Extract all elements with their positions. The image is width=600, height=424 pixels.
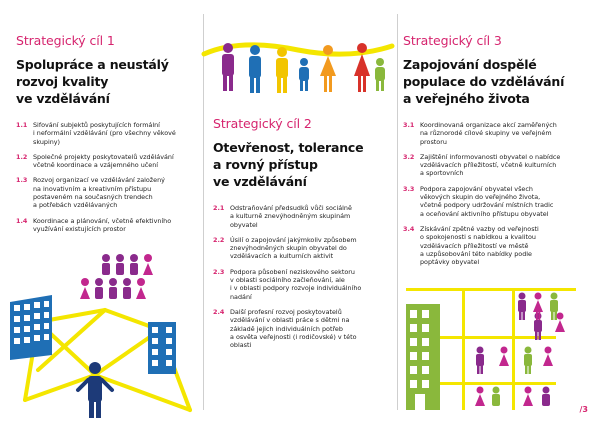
goal-item (213, 308, 393, 349)
item-number: 2.1 (213, 204, 225, 212)
goal-item (213, 236, 393, 261)
goal-1-title-line: Spolupráce a neustálý (16, 57, 169, 72)
item-number: 1.2 (16, 152, 28, 161)
goal-3-title-line: a veřejného života (403, 91, 530, 106)
goal-2-title (213, 139, 393, 190)
goal-item (403, 153, 583, 178)
goal-item (403, 121, 583, 146)
goal-3-title-line: populace do vzdělávání (403, 74, 565, 89)
item-number: 3.2 (403, 152, 415, 161)
goal-1-items (16, 121, 196, 233)
network-illustration (0, 250, 205, 424)
building-icon (406, 304, 440, 410)
goal-2-label: Strategický cíl 2 (213, 116, 312, 131)
item-number: 1.4 (16, 216, 28, 225)
goal-item (16, 217, 196, 234)
item-text: Koordinace a plánování, včetně efektivního využívání existujících prostor (33, 216, 172, 233)
goal-1-column (16, 0, 196, 240)
item-text: Získávání zpětné vazby od veřejnosti o spokojenosti s nabídkou a kvalitou vzdělávacích příležitostí ve městě a uzpůsobování této nabídky podle poptávky obyvatel (420, 224, 539, 267)
goal-item (16, 176, 196, 209)
goal-3-items (403, 121, 583, 266)
item-number: 3.1 (403, 121, 415, 129)
goal-2-column (213, 0, 393, 356)
item-number: 3.3 (403, 184, 415, 193)
item-text: Další profesní rozvoj poskytovatelů vzdělávání v oblasti práce s dětmi na základě jejich individuálních potřeb a osvěta veřejnosti (i rodičovské) v této oblasti (230, 307, 357, 350)
goal-3-title-line: Zapojování dospělé (403, 57, 537, 72)
goal-item (403, 225, 583, 266)
goal-item (16, 121, 196, 146)
goal-1-title (16, 56, 196, 107)
goal-2-title-line: ve vzdělávání (213, 174, 307, 189)
item-text: Odstraňování předsudků vůči sociálně a kulturně znevýhodněným skupinám obyvatel (230, 204, 352, 229)
item-number: 1.1 (16, 121, 28, 129)
goal-item (213, 204, 393, 229)
item-text: Úsilí o zapojování jakýmkoliv způsobem znevýhodněných skupin obyvatel do vzdělávacích a kulturních aktivit (230, 235, 357, 261)
goal-2-items (213, 204, 393, 349)
people-group-icon (80, 254, 153, 299)
goal-3-label: Strategický cíl 3 (403, 33, 502, 48)
people-group-icon (475, 293, 565, 407)
page-number: /3 (579, 405, 588, 414)
office-building-icon (10, 295, 52, 360)
goal-1-label: Strategický cíl 1 (16, 33, 115, 48)
item-text: Podpora působení neziskového sektoru v oblasti sociálního začleňování, ale i v oblasti podpory rozvoje individuálního nadání (230, 267, 362, 301)
goal-1-title-line: rozvoj kvality (16, 74, 109, 89)
person-icon (78, 362, 112, 418)
item-text: Zajištění informovanosti obyvatel o nabídce vzdělávacích příležitostí, včetně kulturních a sportovních (420, 152, 561, 178)
item-text: Koordinovaná organizace akcí zaměřených na různorodé cílové skupiny ve veřejném prostoru (420, 121, 557, 146)
item-number: 3.4 (403, 224, 415, 233)
goal-2-title-line: a rovný přístup (213, 157, 318, 172)
goal-item (403, 185, 583, 218)
goal-item (213, 268, 393, 301)
item-number: 2.3 (213, 267, 225, 276)
item-number: 2.4 (213, 307, 225, 316)
item-text: Rozvoj organizací ve vzdělávání založený na inovativním a kreativním přístupu postaveném na současných trendech a potřebách vzdělávaných (33, 176, 165, 210)
goal-3-column (403, 0, 583, 273)
item-number: 1.3 (16, 176, 28, 185)
item-text: Sifování subjektů poskytujících formální i neformální vzdělávání (pro všechny věkové skupiny) (33, 121, 176, 146)
item-number: 2.2 (213, 235, 225, 244)
apartment-building-icon (148, 322, 176, 374)
goal-1-title-line: ve vzdělávání (16, 91, 110, 106)
goal-2-title-line: Otevřenost, tolerance (213, 140, 364, 155)
item-text: Společné projekty poskytovatelů vzdělávání včetně koordinace a vzájemného učení (33, 152, 174, 170)
goal-3-title (403, 56, 583, 107)
goal-item (16, 153, 196, 170)
item-text: Podpora zapojování obyvatel všech věkových skupin do veřejného života, včetně podpory udržování místních tradic a oceňování aktivního přístupu obyvatel (420, 184, 554, 218)
town-square-illustration (400, 286, 586, 414)
column-divider (397, 14, 398, 410)
